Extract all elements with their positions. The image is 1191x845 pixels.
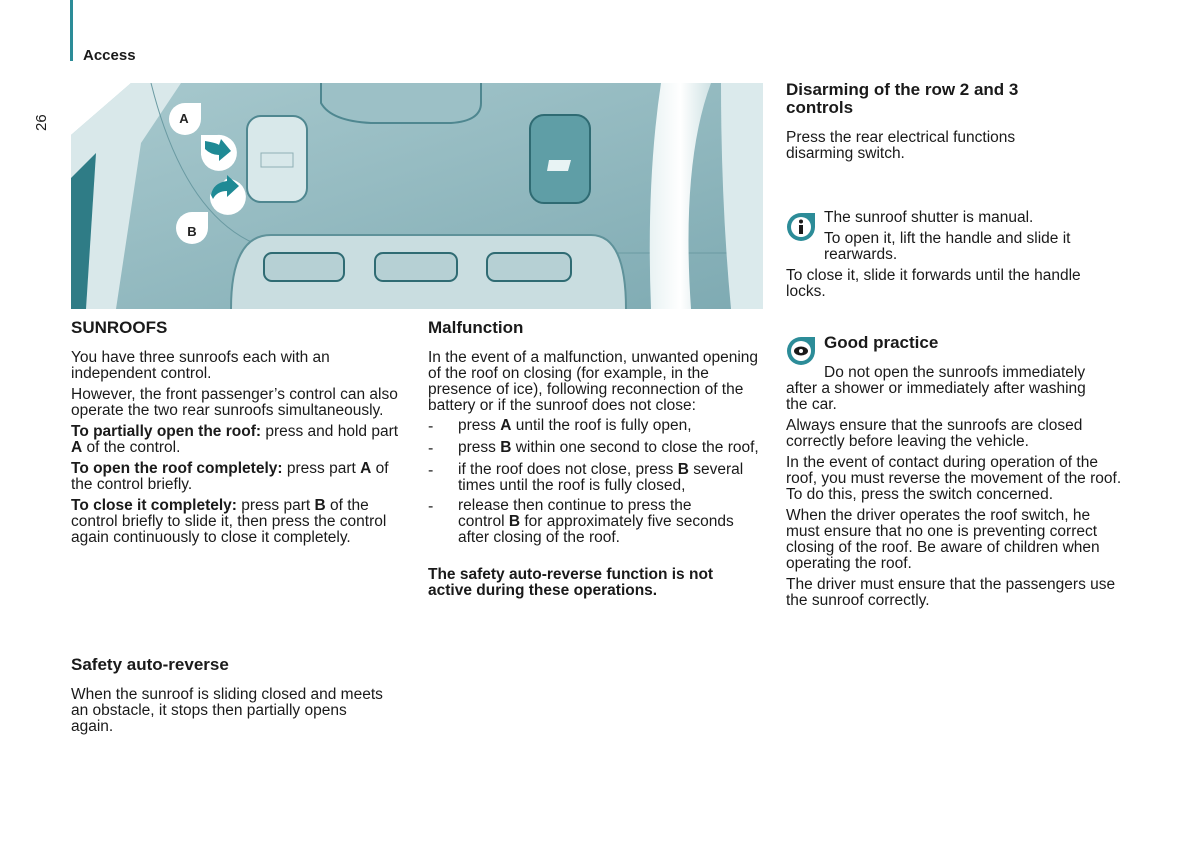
info-note xyxy=(786,210,1126,300)
good-practice-p1: Do not open the sunroofs immediately after a shower or immediately after washing the car. xyxy=(786,364,1086,413)
safety-title: Safety auto-reverse xyxy=(71,655,229,674)
malfunction-warning: The safety auto-reverse function is not active during these operations. xyxy=(428,566,714,599)
malfunction-title: Malfunction xyxy=(428,318,524,337)
malfunction-step-2: - press B within one second to close the roof, xyxy=(428,439,759,457)
good-practice-p3: In the event of contact during operation of the roof, you must reverse the movement of the roof. To do this, press the switch concerned. xyxy=(786,454,1122,503)
section-tab-bar xyxy=(70,0,73,61)
safety-p1: When the sunroof is sliding closed and meets an obstacle, it stops then partially opens again. xyxy=(71,686,383,735)
svg-text:A: A xyxy=(179,111,189,126)
sunroofs-full-open: To open the roof completely: press part A of the control briefly. xyxy=(71,460,389,493)
eye-icon xyxy=(786,336,816,366)
malfunction-step-4: - release then continue to press the control B for approximately five seconds after closing of the roof. xyxy=(428,497,734,546)
safety-section xyxy=(71,656,391,735)
roof-console-illustration xyxy=(71,83,763,309)
disarming-section xyxy=(786,81,1086,162)
malfunction-step-1: - press A until the roof is fully open, xyxy=(428,417,692,435)
sunroofs-p1: You have three sunroofs each with an independent control. xyxy=(71,349,330,382)
good-practice-note xyxy=(786,334,1126,609)
roof-console-figure xyxy=(71,83,763,309)
disarming-title: Disarming of the row 2 and 3 controls xyxy=(786,80,1019,117)
sunroofs-partial-open: To partially open the roof: press and hold part A of the control. xyxy=(71,423,399,456)
info-line-3: To close it, slide it forwards until the handle locks. xyxy=(786,267,1081,300)
malfunction-step-3: - if the roof does not close, press B several times until the roof is fully closed, xyxy=(428,461,744,494)
svg-text:B: B xyxy=(187,224,197,239)
good-practice-p5: The driver must ensure that the passengers use the sunroof correctly. xyxy=(786,576,1116,609)
good-practice-p2: Always ensure that the sunroofs are closed correctly before leaving the vehicle. xyxy=(786,417,1083,450)
sunroofs-close: To close it completely: press part B of the control briefly to slide it, then press the control again continuously to close it completely. xyxy=(71,497,387,546)
disarming-p1: Press the rear electrical functions disarming switch. xyxy=(786,129,1016,162)
sunroofs-section xyxy=(71,319,406,546)
good-practice-title: Good practice xyxy=(824,333,939,352)
info-line-2: To open it, lift the handle and slide it rearwards. xyxy=(824,230,1071,263)
sunroofs-p2: However, the front passenger’s control can also operate the two rear sunroofs simultaneously. xyxy=(71,386,398,419)
malfunction-intro: In the event of a malfunction, unwanted opening of the roof on closing (for example, in the presence of ice), following reconnection of the battery or if the sunroof does not close: xyxy=(428,349,759,414)
info-icon xyxy=(786,212,816,242)
good-practice-p4: When the driver operates the roof switch, he must ensure that no one is preventing correct closing of the roof. Be aware of children when operating the roof. xyxy=(786,507,1100,572)
malfunction-section xyxy=(428,319,768,599)
sunroofs-title: SUNROOFS xyxy=(71,318,168,337)
section-title: Access xyxy=(83,47,136,64)
page-number: 26 xyxy=(33,114,50,131)
info-line-1: The sunroof shutter is manual. xyxy=(824,209,1034,226)
